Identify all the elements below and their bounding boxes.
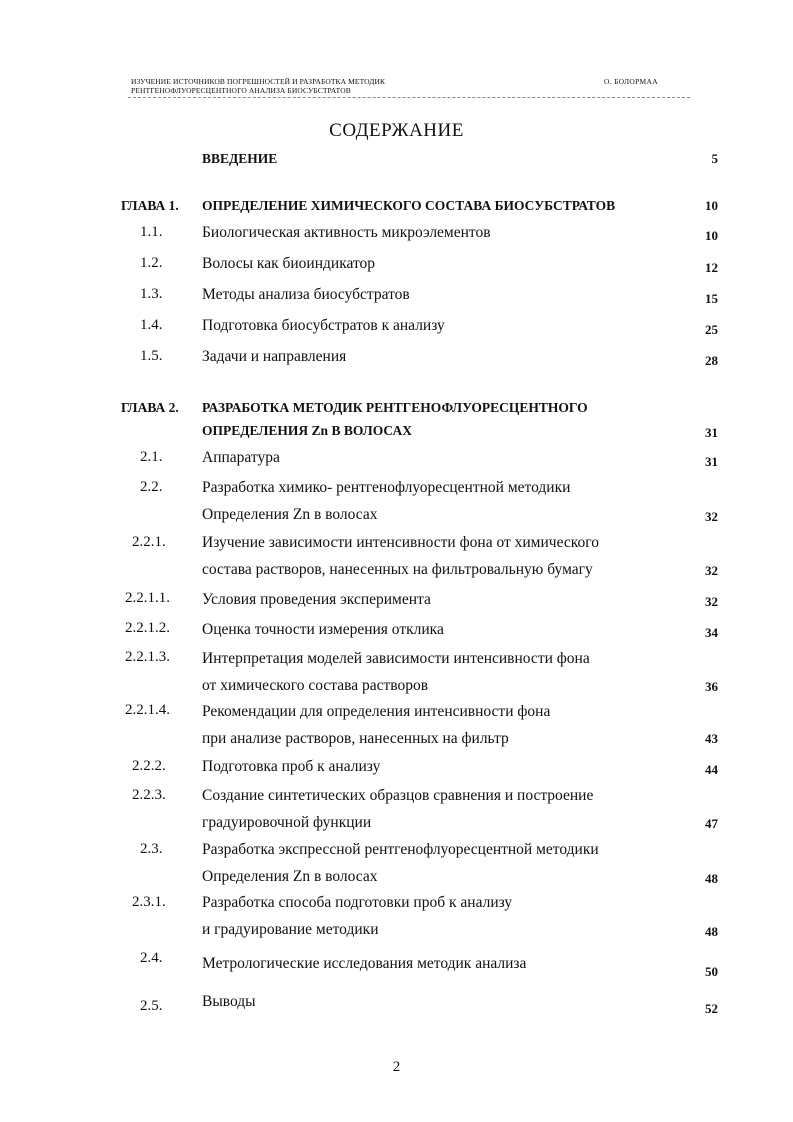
toc-entry-number: 2.2. [140, 479, 163, 495]
toc-entry-page: 25 [705, 322, 718, 337]
toc-entry-text-cont: градуировочной функции [202, 814, 372, 831]
toc-entry-text-cont: состава растворов, нанесенных на фильтровальную бумагу [202, 561, 593, 578]
toc-entry-page: 48 [705, 871, 718, 886]
toc-entry-number: 2.4. [140, 950, 163, 966]
toc-entry-number: 2.2.3. [132, 787, 166, 803]
toc-entry-text: Создание синтетических образцов сравнения и построение [202, 787, 594, 804]
toc-entry-page: 48 [705, 924, 718, 939]
toc-entry-text: Изучение зависимости интенсивности фона от химического [202, 534, 599, 551]
header-divider [128, 97, 690, 98]
toc-entry-page: 10 [705, 228, 718, 243]
toc-entry-page: 31 [705, 454, 718, 469]
toc-entry-text: Подготовка биосубстратов к анализу [202, 317, 445, 334]
toc-entry-number: 2.3. [140, 841, 163, 857]
toc-entry-page: 5 [711, 151, 718, 166]
toc-entry-page: 47 [705, 816, 718, 831]
header-line-2: РЕНТГЕНОФЛУОРЕСЦЕНТНОГО АНАЛИЗА БИОСУБСТРАТОВ [131, 86, 351, 95]
toc-entry-text: ВВЕДЕНИЕ [202, 151, 278, 166]
toc-entry-text: Разработка способа подготовки проб к анализу [202, 894, 513, 911]
toc-entry-page: 32 [705, 563, 718, 578]
toc-entry-text-cont: при анализе растворов, нанесенных на фильтр [202, 730, 509, 747]
toc-entry-text: Подготовка проб к анализу [202, 758, 381, 775]
toc-entry-text: Интерпретация моделей зависимости интенсивности фона [202, 650, 590, 667]
toc-entry-number: 1.1. [140, 224, 163, 240]
toc-entry-page: 32 [705, 594, 718, 609]
toc-entry-number: 2.2.1. [132, 534, 166, 550]
toc-entry-page: 28 [705, 353, 718, 368]
toc-entry-text: Задачи и направления [202, 348, 347, 365]
toc-entry-number: 2.2.2. [132, 758, 166, 774]
toc-entry-page: 31 [705, 425, 718, 440]
toc-entry-text: ОПРЕДЕЛЕНИЕ ХИМИЧЕСКОГО СОСТАВА БИОСУБСТРАТОВ [202, 198, 616, 213]
toc-entry-text-cont: и градуирование методики [202, 921, 379, 938]
toc-entry-text: Биологическая активность микроэлементов [202, 224, 491, 241]
toc-entry-text-cont: Определения Zn в волосах [202, 506, 378, 523]
toc-entry-text: Выводы [202, 993, 256, 1010]
toc-entry-number: 2.5. [140, 998, 163, 1014]
toc-entry-number: ГЛАВА 2. [121, 400, 179, 415]
toc-title: СОДЕРЖАНИЕ [329, 120, 464, 141]
running-header-title [131, 77, 385, 95]
toc-entry-text: Метрологические исследования методик анализа [202, 955, 527, 972]
toc-entry-page: 15 [705, 291, 718, 306]
toc-entry-page: 44 [705, 762, 718, 777]
toc-entry-number: 2.2.1.2. [125, 620, 170, 636]
page-number: 2 [392, 1059, 401, 1075]
toc-entry-number: 1.2. [140, 255, 163, 271]
toc-entry-text: Методы анализа биосубстратов [202, 286, 410, 303]
toc-entry-number: 2.2.1.4. [125, 702, 170, 718]
toc-entry-page: 32 [705, 509, 718, 524]
toc-entry-text-cont: ОПРЕДЕЛЕНИЯ Zn В ВОЛОСАХ [202, 423, 412, 438]
toc-entry-number: 2.2.1.3. [125, 649, 170, 665]
toc-entry-text: Условия проведения эксперимента [202, 591, 431, 608]
toc-entry-page: 43 [705, 731, 718, 746]
toc-entry-number: 1.3. [140, 286, 163, 302]
toc-entry-text: Оценка точности измерения отклика [202, 621, 444, 638]
toc-entry-page: 50 [705, 964, 718, 979]
toc-entry-number: 1.5. [140, 348, 163, 364]
toc-entry-text-cont: от химического состава растворов [202, 677, 429, 694]
toc-entry-text: РАЗРАБОТКА МЕТОДИК РЕНТГЕНОФЛУОРЕСЦЕНТНОГО [202, 400, 588, 415]
toc-entry-number: 2.1. [140, 449, 163, 465]
running-header-author: О. БОЛОРМАА [604, 77, 658, 86]
toc-entry-page: 34 [705, 625, 718, 640]
toc-entry-number: 2.3.1. [132, 894, 166, 910]
toc-entry-text: Волосы как биоиндикатор [202, 255, 376, 272]
header-line-1: ИЗУЧЕНИЕ ИСТОЧНИКОВ ПОГРЕШНОСТЕЙ И РАЗРАБОТКА МЕТОДИК [131, 77, 386, 86]
toc-entry-text: Аппаратура [202, 449, 280, 466]
toc-entry-page: 10 [705, 198, 718, 213]
toc-entry-text: Разработка химико- рентгенофлуоресцентной методики [202, 479, 571, 496]
toc-entry-number: 1.4. [140, 317, 163, 333]
toc-entry-number: 2.2.1.1. [125, 590, 170, 606]
toc-entry-page: 52 [705, 1001, 718, 1016]
toc-entry-page: 12 [705, 260, 718, 275]
toc-entry-text: Разработка экспрессной рентгенофлуоресцентной методики [202, 841, 599, 858]
toc-entry-number: ГЛАВА 1. [121, 198, 179, 213]
toc-entry-text-cont: Определения Zn в волосах [202, 868, 378, 885]
toc-entry-page: 36 [705, 679, 718, 694]
toc-entry-text: Рекомендации для определения интенсивности фона [202, 703, 551, 720]
